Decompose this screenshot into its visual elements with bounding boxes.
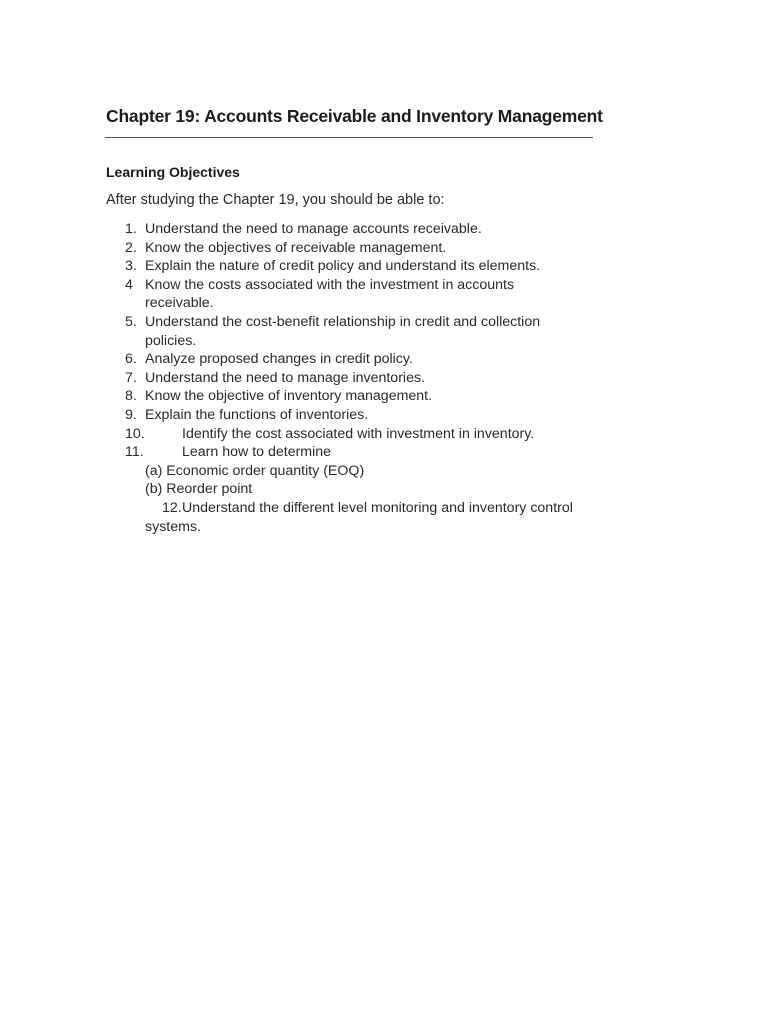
objective-text-line: Understand the different level monitoring and inventory control systems.	[145, 499, 573, 535]
objective-text: Learn how to determine	[182, 444, 332, 461]
objective-item	[125, 313, 570, 350]
objective-item	[125, 220, 605, 239]
objective-text: Know the costs associated with the investment in accounts receivable.	[145, 276, 515, 312]
objective-item	[125, 257, 605, 276]
objective-text: Analyze proposed changes in credit policy.	[145, 351, 413, 368]
objective-text: Identify the cost associated with investment in inventory.	[182, 425, 535, 442]
objective-item	[125, 239, 605, 258]
objective-text: Know the objectives of receivable management.	[145, 239, 447, 256]
objective-number: 2.	[125, 239, 137, 256]
objective-item	[125, 276, 545, 313]
intro-text: After studying the Chapter 19, you should be able to:	[106, 192, 445, 208]
objective-text: Know the objective of inventory management.	[145, 388, 433, 405]
objectives-list	[125, 220, 605, 536]
objective-subitem: (a) Economic order quantity (EOQ)	[145, 462, 365, 479]
objective-number: 9.	[125, 406, 137, 423]
objective-number: 11.	[125, 444, 144, 461]
title-divider	[105, 137, 593, 138]
objective-subitem: (b) Reorder point	[145, 481, 253, 498]
objective-number: 5.	[125, 313, 137, 330]
objective-number: 8.	[125, 388, 137, 405]
objective-item	[125, 425, 605, 444]
objective-number: 10.	[125, 425, 145, 442]
objective-number: 1.	[125, 221, 137, 237]
chapter-title: Chapter 19: Accounts Receivable and Inventory Management	[106, 106, 603, 126]
objective-item	[125, 499, 608, 536]
objective-item	[125, 443, 605, 499]
objective-text	[145, 500, 573, 535]
objective-item	[125, 369, 605, 388]
objective-text: Understand the cost-benefit relationship in credit and collection policies.	[145, 313, 541, 349]
objective-text: Understand the need to manage inventories.	[145, 369, 425, 386]
objective-text: Explain the nature of credit policy and understand its elements.	[145, 258, 541, 275]
objective-item	[125, 387, 605, 406]
objective-number: 3.	[125, 258, 137, 275]
objective-text: Explain the functions of inventories.	[145, 406, 369, 423]
section-heading: Learning Objectives	[106, 164, 240, 180]
objective-number: 12.	[162, 499, 182, 516]
objective-number: 4	[125, 276, 133, 293]
objective-number: 7.	[125, 369, 137, 386]
objective-item	[125, 406, 605, 425]
objective-number: 6.	[125, 351, 137, 368]
objective-item	[125, 350, 605, 369]
objective-text: Understand the need to manage accounts receivable.	[145, 221, 482, 237]
